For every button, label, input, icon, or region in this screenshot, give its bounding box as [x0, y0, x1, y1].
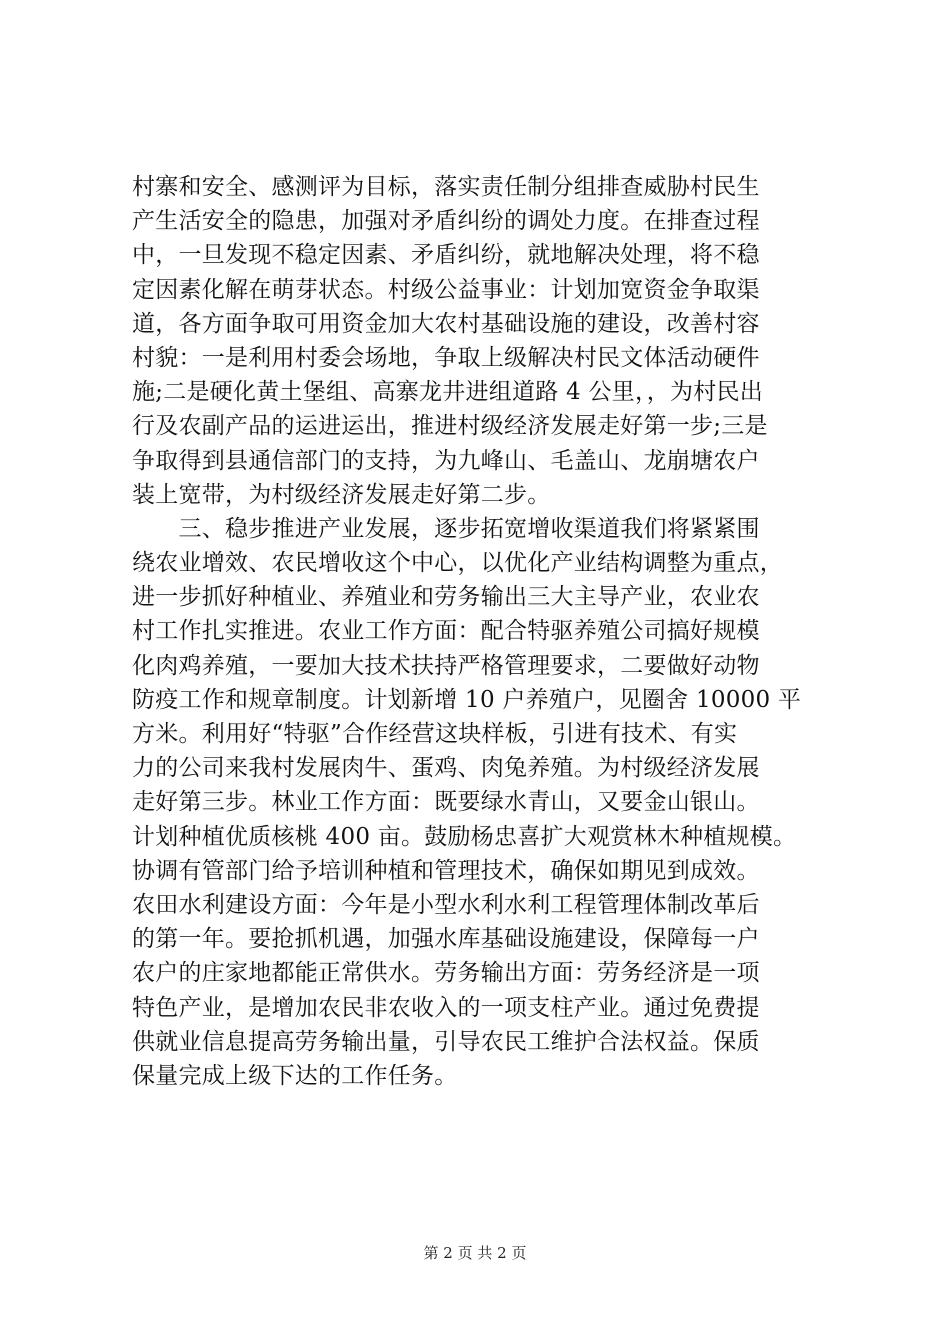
text-line: 争取得到县通信部门的支持，为九峰山、毛盖山、龙崩塘农户: [132, 447, 760, 474]
text-line: 行及农副产品的运进运出，推进村级经济发展走好第一步;三是: [132, 413, 768, 440]
text-line: 特色产业，是增加农民非农收入的一项支柱产业。通过免费提: [132, 994, 760, 1021]
text-line: 施;二是硬化黄土堡组、高寨龙井进组道路 4 公里，，为村民出: [132, 379, 764, 406]
text-line: 装上宽带，为村级经济发展走好第二步。: [132, 481, 551, 508]
text-line: 农田水利建设方面：今年是小型水利水利工程管理体制改革后: [132, 891, 760, 918]
text-line: 农户的庄家地都能正常供水。劳务输出方面：劳务经济是一项: [132, 960, 760, 987]
text-line: 供就业信息提高劳务输出量，引导农民工维护合法权益。保质: [132, 1028, 760, 1055]
text-line: 计划种植优质核桃 400 亩。鼓励杨忠喜扩大观赏林木种植规模。: [132, 823, 797, 850]
text-line: 产生活安全的隐患，加强对矛盾纠纷的调处力度。在排查过程: [132, 208, 760, 235]
text-line: 进一步抓好种植业、养殖业和劳务输出三大主导产业，农业农: [132, 584, 760, 611]
text-line: 化肉鸡养殖，一要加大技术扶持严格管理要求，二要做好动物: [132, 652, 760, 679]
text-line: 方米。利用好“特驱”合作经营这块样板，引进有技术、有实: [132, 721, 738, 747]
text-line: 绕农业增效、农民增收这个中心，以优化产业结构调整为重点，: [132, 550, 783, 577]
text-line: 力的公司来我村发展肉牛、蛋鸡、肉兔养殖。为村级经济发展: [132, 755, 760, 782]
text-line: 走好第三步。林业工作方面：既要绿水青山，又要金山银山。: [132, 789, 760, 816]
text-line: 保量完成上级下达的工作任务。: [132, 1062, 458, 1089]
text-line: 定因素化解在萌芽状态。村级公益事业：计划加宽资金争取渠: [132, 276, 760, 303]
text-line: 三、稳步推进产业发展，逐步拓宽增收渠道我们将紧紧围: [132, 515, 760, 542]
text-line: 道，各方面争取可用资金加大农村基础设施的建设，改善村容: [132, 310, 760, 337]
text-line: 村貌：一是利用村委会场地，争取上级解决村民文体活动硬件: [132, 344, 760, 371]
text-line: 协调有管部门给予培训种植和管理技术，确保如期见到成效。: [132, 857, 760, 884]
text-line: 村寨和安全、感测评为目标，落实责任制分组排查威胁村民生: [132, 174, 760, 200]
text-line: 防疫工作和规章制度。计划新增 10 户养殖户，见圈舍 10000 平: [132, 686, 802, 713]
text-line: 村工作扎实推进。农业工作方面：配合特驱养殖公司搞好规模: [132, 618, 760, 645]
text-line: 的第一年。要抢抓机遇，加强水库基础设施建设，保障每一户: [132, 926, 760, 953]
page-number: 第 2 页 共 2 页: [423, 1244, 527, 1262]
body-text: [132, 170, 824, 1093]
text-line: 中，一旦发现不稳定因素、矛盾纠纷，就地解决处理，将不稳: [132, 242, 760, 269]
